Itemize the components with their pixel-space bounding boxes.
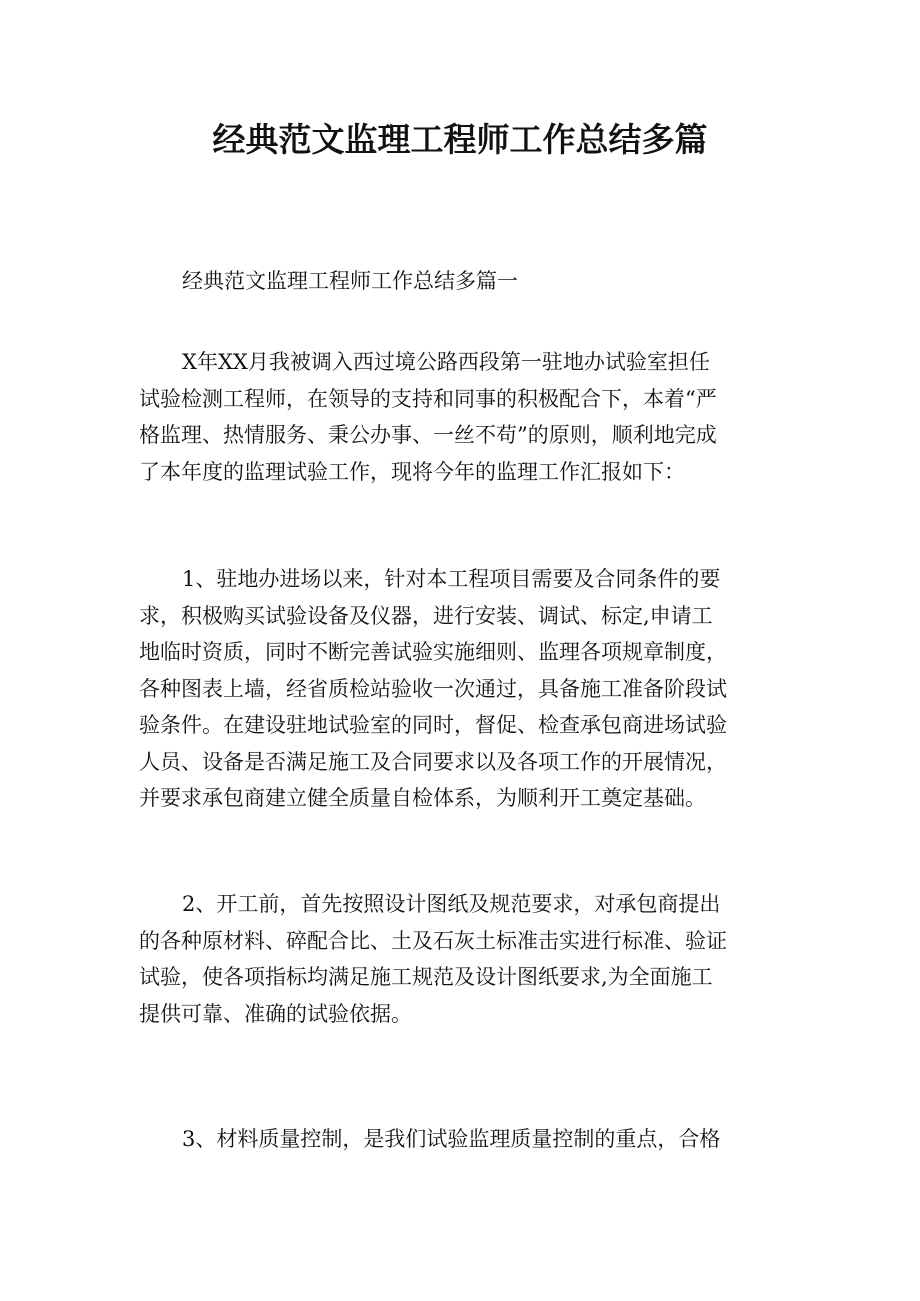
subtitle-text: 经典范文监理工程师工作总结多篇一 — [182, 269, 518, 293]
section-subtitle — [139, 263, 832, 300]
document-title: 经典范文监理工程师工作总结多篇 — [212, 120, 708, 159]
paragraph-line: 人员、设备是否满足施工及合同要求以及各项工作的开展情况， — [139, 749, 727, 774]
paragraph-line: 试验，使各项指标均满足施工规范及设计图纸要求,为全面施工 — [139, 965, 713, 989]
paragraph-line: 提供可靠、准确的试验依据。 — [139, 1001, 412, 1026]
paragraph-line: 验条件。在建设驻地试验室的同时，督促、检查承包商进场试验 — [139, 713, 727, 737]
paragraph-line: 了本年度的监理试验工作，现将今年的监理工作汇报如下： — [139, 459, 685, 484]
paragraph-line: 试验检测工程师，在领导的支持和同事的积极配合下，本着“严 — [139, 386, 717, 411]
paragraph-line: 各种图表上墙，经省质检站验收一次通过，具备施工准备阶段试 — [139, 676, 727, 701]
paragraph-line: 3、材料质量控制，是我们试验监理质量控制的重点，合格 — [182, 1127, 721, 1151]
paragraph-line: 的各种原材料、碎配合比、土及石灰土标准击实进行标准、验证 — [139, 928, 727, 953]
paragraph-1 — [139, 561, 789, 817]
paragraph-line: 地临时资质，同时不断完善试验实施细则、监理各项规章制度， — [139, 640, 727, 664]
paragraph-line: 格监理、热情服务、秉公办事、一丝不苟”的原则，顺利地完成 — [139, 423, 717, 447]
paragraph-2 — [139, 886, 789, 1032]
paragraph-line: 2、开工前，首先按照设计图纸及规范要求，对承包商提出 — [182, 892, 721, 916]
paragraph-3 — [139, 1121, 789, 1158]
intro-paragraph — [139, 344, 789, 490]
paragraph-line: 1、驻地办进场以来，针对本工程项目需要及合同条件的要 — [182, 567, 721, 591]
paragraph-line: 求，积极购买试验设备及仪器，进行安装、调试、标定,申请工 — [139, 603, 713, 628]
paragraph-line: 并要求承包商建立健全质量自检体系，为顺利开工奠定基础。 — [139, 786, 706, 810]
paragraph-line: X年XX月我被调入西过境公路西段第一驻地办试验室担任 — [182, 350, 710, 374]
